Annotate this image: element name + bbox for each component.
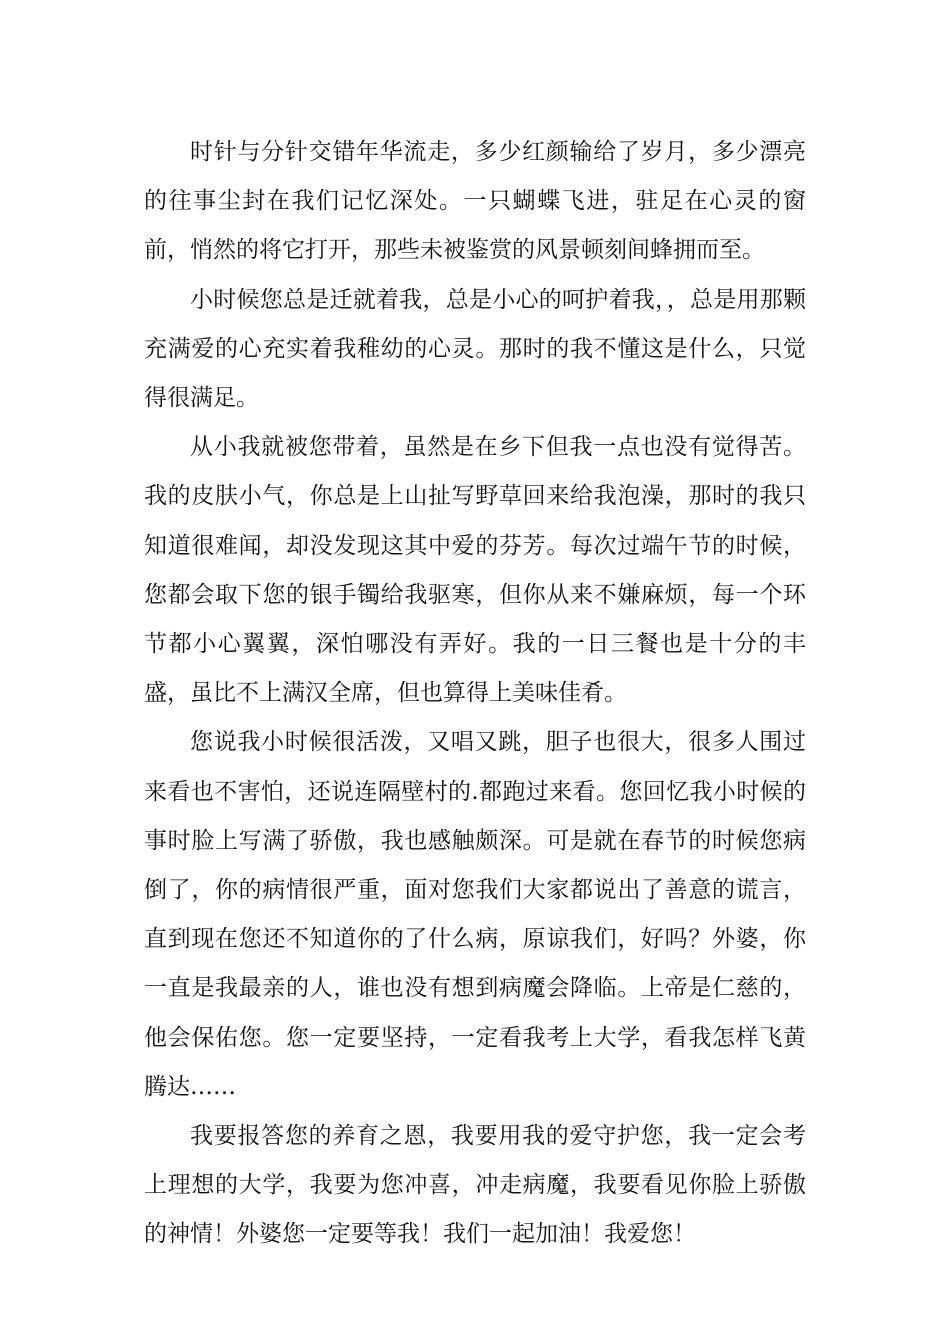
paragraph-3: 从小我就被您带着，虽然是在乡下但我一点也没有觉得苦。我的皮肤小气，你总是上山扯写野草回来给我泡澡，那时的我只知道很难闻，却没发现这其中爱的芬芳。每次过端午节的时候，您都会取下您的银手镯给我驱寒，但你从来不嫌麻烦，每一个环节都小心翼翼，深怕哪没有弄好。我的一日三餐也是十分的丰盛，虽比不上满汉全席，但也算得上美味佳肴。 xyxy=(144,434,806,707)
essay-body xyxy=(144,128,806,1260)
paragraph-1: 时针与分针交错年华流走，多少红颜输给了岁月，多少漂亮的往事尘封在我们记忆深处。一只蝴蝶飞进，驻足在心灵的窗前，悄然的将它打开，那些未被鉴赏的风景顿刻间蜂拥而至。 xyxy=(144,139,806,264)
paragraph-4: 您说我小时候很活泼，又唱又跳，胆子也很大，很多人围过来看也不害怕，还说连隔壁村的.都跑过来看。您回忆我小时候的事时脸上写满了骄傲，我也感触颇深。可是就在春节的时候您病倒了，你的病情很严重，面对您我们大家都说出了善意的谎言，直到现在您还不知道你的了什么病，原谅我们，好吗？外婆，你一直是我最亲的人，谁也没有想到病魔会降临。上帝是仁慈的，他会保佑您。您一定要坚持，一定看我考上大学，看我怎样飞黄腾达…… xyxy=(144,729,806,1100)
paragraph-5: 我要报答您的养育之恩，我要用我的爱守护您，我一定会考上理想的大学，我要为您冲喜，冲走病魔，我要看见你脸上骄傲的神情！外婆您一定要等我！我们一起加油！我爱您！ xyxy=(144,1123,806,1248)
paragraph-2: 小时候您总是迁就着我，总是小心的呵护着我，，总是用那颗充满爱的心充实着我稚幼的心灵。那时的我不懂这是什么，只觉得很满足。 xyxy=(144,286,806,412)
